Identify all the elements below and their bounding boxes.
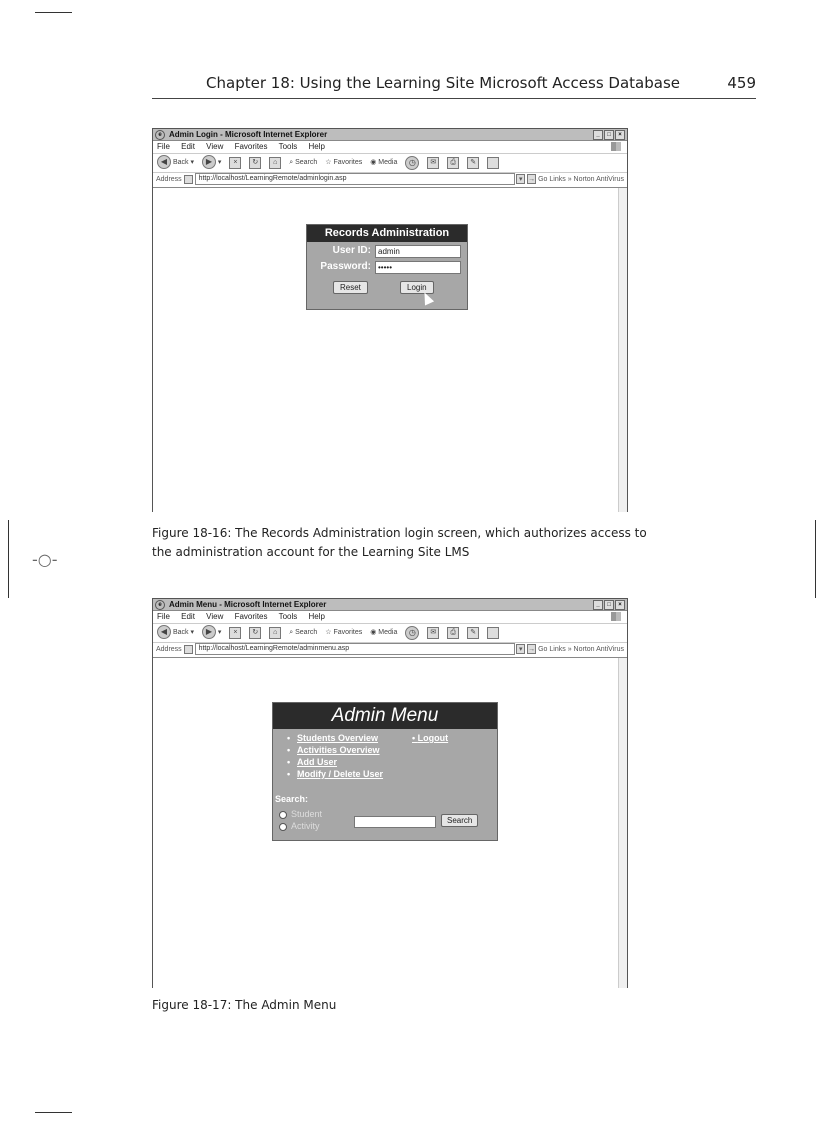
star-icon: ☆ <box>325 159 332 166</box>
radio-student[interactable]: Student <box>279 809 322 819</box>
back-button[interactable]: ◀ Back ▾ <box>157 154 194 172</box>
registration-mark-icon: -○- <box>32 550 58 569</box>
windows-logo-icon <box>611 612 621 621</box>
search-button[interactable]: ⌕ Search <box>289 159 318 166</box>
window-title: Admin Menu - Microsoft Internet Explorer <box>169 600 327 609</box>
refresh-icon[interactable]: ↻ <box>249 627 261 639</box>
dropdown-arrow-icon[interactable]: ▾ <box>516 174 525 184</box>
forward-arrow-icon: ▶ <box>202 155 216 169</box>
mail-icon[interactable]: ✉ <box>427 157 439 169</box>
links-button[interactable]: Links <box>549 176 566 183</box>
window-title: Admin Login - Microsoft Internet Explorer <box>169 130 328 139</box>
maximize-icon[interactable]: □ <box>604 600 614 610</box>
back-button[interactable]: ◀ Back ▾ <box>157 624 194 642</box>
forward-button[interactable]: ▶ ▾ <box>202 624 221 642</box>
running-header <box>152 74 756 99</box>
page-content <box>153 188 627 512</box>
history-icon[interactable]: ◷ <box>405 626 419 640</box>
panel-title: Admin Menu <box>273 703 497 729</box>
go-arrow-icon[interactable]: → <box>528 646 536 654</box>
reset-button[interactable]: Reset <box>333 281 368 294</box>
userid-label: User ID: <box>332 245 371 256</box>
modify-delete-user-link[interactable]: • Modify / Delete User <box>287 768 383 780</box>
mail-icon[interactable]: ✉ <box>427 627 439 639</box>
menu-bar <box>153 611 627 624</box>
address-label: Address <box>156 176 182 183</box>
radio-activity[interactable]: Activity <box>279 821 320 831</box>
panel-title: Records Administration <box>307 225 467 242</box>
forward-button[interactable]: ▶ ▾ <box>202 154 221 172</box>
window-titlebar <box>153 599 627 611</box>
back-arrow-icon: ◀ <box>157 625 171 639</box>
window-titlebar <box>153 129 627 141</box>
chapter-title: Chapter 18: Using the Learning Site Microsoft Access Database <box>206 74 680 92</box>
students-overview-link[interactable]: • Students Overview <box>287 732 383 744</box>
minimize-icon[interactable]: _ <box>593 130 603 140</box>
browser-window-admin-menu <box>152 598 628 988</box>
norton-toolbar[interactable]: Norton AntiVirus <box>573 646 624 653</box>
search-label: Search: <box>275 794 309 804</box>
norton-toolbar[interactable]: Norton AntiVirus <box>573 176 624 183</box>
password-label: Password: <box>320 261 371 272</box>
home-icon[interactable]: ⌂ <box>269 157 281 169</box>
address-bar: Address http://localhost/LearningRemote/adminmenu.asp ▾ → Go Links » Norton AntiVirus <box>153 643 627 658</box>
page-number: 459 <box>727 74 756 92</box>
go-arrow-icon[interactable]: → <box>528 176 536 184</box>
menu-edit[interactable]: Edit <box>181 142 195 151</box>
menu-favorites[interactable]: Favorites <box>234 142 268 151</box>
add-user-link[interactable]: • Add User <box>287 756 383 768</box>
ie-icon: e <box>155 130 165 140</box>
password-input[interactable]: ••••• <box>375 261 461 274</box>
close-icon[interactable]: × <box>615 600 625 610</box>
forward-arrow-icon: ▶ <box>202 625 216 639</box>
messenger-icon[interactable] <box>487 627 499 639</box>
toolbar <box>153 624 627 643</box>
star-icon: ☆ <box>325 629 332 636</box>
refresh-icon[interactable]: ↻ <box>249 157 261 169</box>
radio-icon <box>279 811 287 819</box>
stop-icon[interactable]: × <box>229 157 241 169</box>
admin-menu-panel <box>272 702 498 841</box>
search-input[interactable] <box>354 816 436 828</box>
activities-overview-link[interactable]: • Activities Overview <box>287 744 383 756</box>
userid-input[interactable]: admin <box>375 245 461 258</box>
home-icon[interactable]: ⌂ <box>269 627 281 639</box>
menu-tools[interactable]: Tools <box>278 142 298 151</box>
links-button[interactable]: Links <box>549 646 566 653</box>
logout-link[interactable]: • Logout <box>412 733 449 743</box>
maximize-icon[interactable]: □ <box>604 130 614 140</box>
page-icon <box>184 645 193 654</box>
media-icon: ◉ <box>370 159 377 166</box>
stop-icon[interactable]: × <box>229 627 241 639</box>
print-icon[interactable]: ⎙ <box>447 157 459 169</box>
print-icon[interactable]: ⎙ <box>447 627 459 639</box>
menu-tools[interactable]: Tools <box>278 612 298 621</box>
close-icon[interactable]: × <box>615 130 625 140</box>
media-button[interactable]: ◉ Media <box>370 159 398 166</box>
figure-caption-18-16: Figure 18-16: The Records Administration login screen, which authorizes access to the administration account for the Learning Site LMS <box>152 526 647 559</box>
login-button[interactable]: Login <box>400 281 434 294</box>
dropdown-arrow-icon[interactable]: ▾ <box>516 644 525 654</box>
back-arrow-icon: ◀ <box>157 155 171 169</box>
password-row <box>307 258 467 274</box>
crop-mark-top <box>35 12 72 13</box>
search-icon: ⌕ <box>289 159 294 166</box>
browser-window-login <box>152 128 628 512</box>
admin-link-list <box>287 732 383 780</box>
vertical-scrollbar[interactable] <box>618 188 627 512</box>
ie-icon: e <box>155 600 165 610</box>
address-bar: Address http://localhost/LearningRemote/adminlogin.asp ▾ → Go Links » Norton AntiVirus <box>153 173 627 188</box>
figure-caption-18-17: Figure 18-17: The Admin Menu <box>152 998 337 1012</box>
crop-mark-left <box>8 520 9 598</box>
menu-file[interactable]: File <box>157 142 170 151</box>
media-button[interactable]: ◉ Media <box>370 629 398 636</box>
search-icon: ⌕ <box>289 629 294 636</box>
menu-help[interactable]: Help <box>308 612 325 621</box>
radio-icon <box>279 823 287 831</box>
address-input[interactable]: http://localhost/LearningRemote/adminlogin.asp <box>195 173 515 185</box>
menu-bar <box>153 141 627 154</box>
go-button[interactable]: Go <box>538 646 548 653</box>
records-admin-panel <box>306 224 468 310</box>
menu-view[interactable]: View <box>206 612 224 621</box>
favorites-button[interactable]: ☆ Favorites <box>325 159 363 166</box>
userid-row <box>307 242 467 258</box>
favorites-button[interactable]: ☆ Favorites <box>325 629 363 636</box>
menu-favorites[interactable]: Favorites <box>234 612 268 621</box>
menu-view[interactable]: View <box>206 142 224 151</box>
messenger-icon[interactable] <box>487 157 499 169</box>
vertical-scrollbar[interactable] <box>618 658 627 988</box>
history-icon[interactable]: ◷ <box>405 156 419 170</box>
menu-help[interactable]: Help <box>308 142 325 151</box>
page-icon <box>184 175 193 184</box>
search-button[interactable]: ⌕ Search <box>289 629 318 636</box>
edit-icon[interactable]: ✎ <box>467 157 479 169</box>
windows-logo-icon <box>611 142 621 151</box>
edit-icon[interactable]: ✎ <box>467 627 479 639</box>
minimize-icon[interactable]: _ <box>593 600 603 610</box>
go-button[interactable]: Go <box>538 176 548 183</box>
media-icon: ◉ <box>370 629 377 636</box>
crop-mark-bottom <box>35 1112 72 1113</box>
search-submit-button[interactable]: Search <box>441 814 478 827</box>
menu-file[interactable]: File <box>157 612 170 621</box>
toolbar <box>153 154 627 173</box>
address-label: Address <box>156 646 182 653</box>
address-input[interactable]: http://localhost/LearningRemote/adminmenu.asp <box>195 643 515 655</box>
page-content <box>153 658 627 988</box>
menu-edit[interactable]: Edit <box>181 612 195 621</box>
